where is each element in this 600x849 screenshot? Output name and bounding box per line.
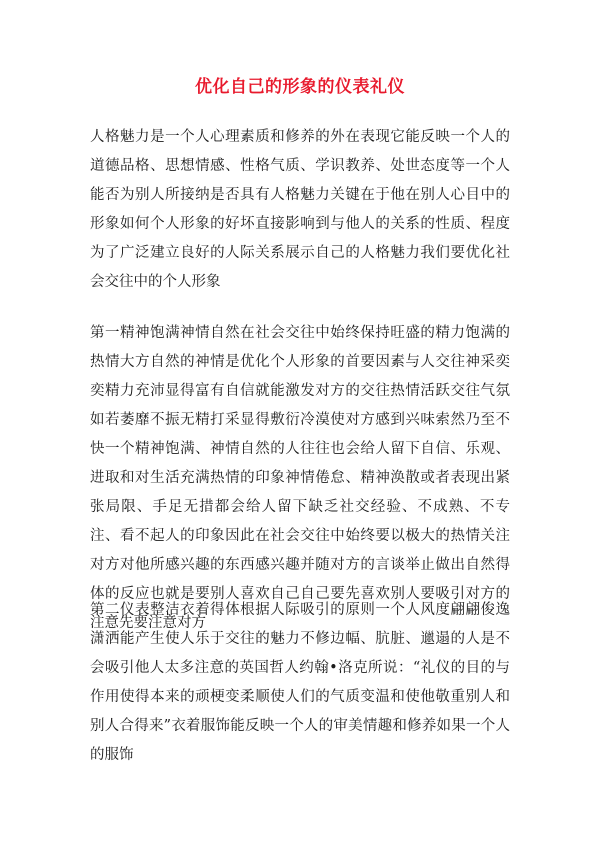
paragraph-spirit-and-expression: 第一精神饱满神情自然在社会交往中始终保持旺盛的精力饱满的热情大方自然的神情是优化个人形象的首要因素与人交往神采奕奕精力充沛显得富有自信就能激发对方的交往热情活跃交往气氛如若萎靡不振无精打采显得敷衍冷漠使对方感到兴味索然乃至不快一个精神饱满、神情自然的人往往也会给人留下自信、乐观、进取和对生活充满热情的印象神情倦怠、精神涣散或者表现出紧张局限、手足无措都会给人留下缺乏社交经验、不成熟、不专注、看不起人的印象因此在社会交往中始终要以极大的热情关注对方对他所感兴趣的东西感兴趣并随对方的言谈举止做出自然得体的反应也就是要别人喜欢自己自己要先喜欢别人要吸引对方的注意先要注意对方 (90, 325, 510, 631)
paragraph-personal-charm: 人格魅力是一个人心理素质和修养的外在表现它能反映一个人的道德品格、思想情感、性格气质、学识教养、处世态度等一个人能否为别人所接纳是否具有人格魅力关键在于他在别人心目中的形象如何个人形象的好坏直接影响到与他人的关系的性质、程度为了广泛建立良好的人际关系展示自己的人格魅力我们要优化社会交往中的个人形象 (90, 129, 510, 290)
paragraph-appearance-and-dress: 第二仪表整洁衣着得体根据人际吸引的原则一个人风度翩翩俊逸潇洒能产生使人乐于交往的魅力不修边幅、肮脏、邋遢的人是不会吸引他人太多注意的英国哲人约翰•洛克所说：“礼仪的目的与作用使得本来的顽梗变柔顺使人们的气质变温和使他敬重别人和别人合得来”衣着服饰能反映一个人的审美情趣和修养如果一个人的服饰 (90, 602, 510, 763)
document-title: 优化自己的形象的仪表礼仪 (195, 77, 405, 97)
